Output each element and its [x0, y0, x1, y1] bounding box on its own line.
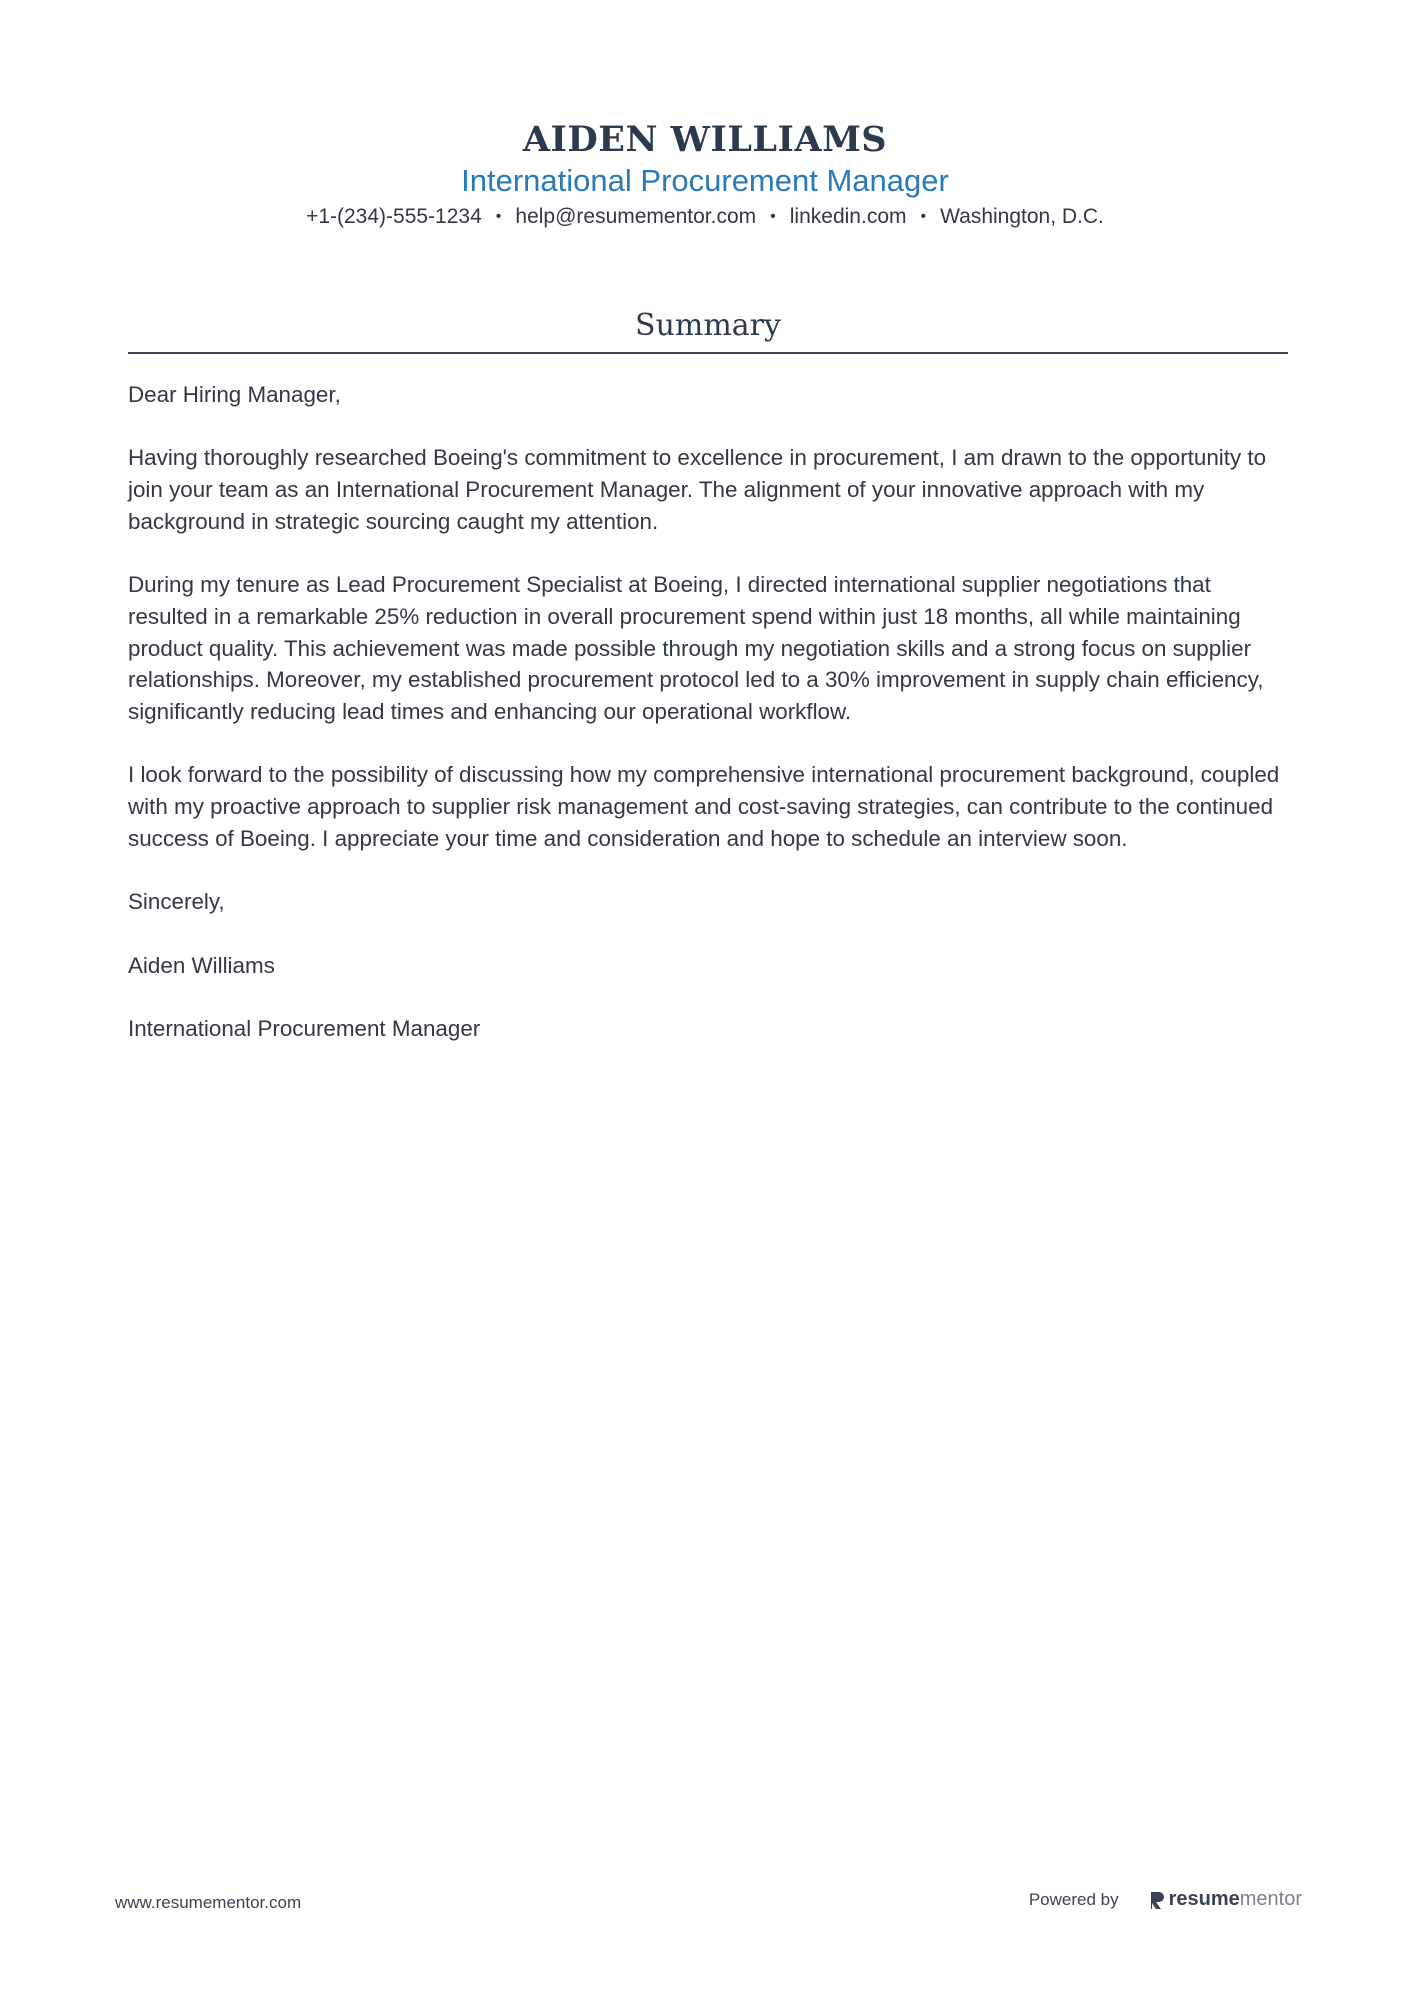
brand-name-strong: resume: [1168, 1888, 1240, 1910]
separator-dot: •: [770, 208, 776, 225]
contact-email[interactable]: help@resumementor.com: [515, 205, 757, 228]
contact-location: Washington, D.C.: [940, 205, 1104, 228]
contact-phone: +1-(234)-555-1234: [306, 205, 482, 228]
letter-body: [128, 379, 1290, 1076]
separator-dot: •: [920, 208, 927, 225]
applicant-role: International Procurement Manager: [461, 163, 949, 198]
signature-name: Aiden Williams: [128, 952, 275, 978]
brand-name-light: mentor: [1239, 1888, 1302, 1910]
contact-line: [0, 202, 1410, 232]
footer-branding: [1029, 1888, 1302, 1911]
resumementor-logo-icon: [1149, 1890, 1165, 1910]
powered-by-label: Powered by: [1028, 1889, 1119, 1909]
letter-greeting: Dear Hiring Manager,: [128, 382, 341, 407]
separator-dot: •: [495, 208, 502, 225]
letter-paragraph: Having thoroughly researched Boeing's commitment to excellence in procurement, I am drawn to the opportunity to join your team as an International Procurement Manager. The alignment of your innovative approach with my background in strategic sourcing caught my attention.: [128, 445, 1267, 534]
applicant-name: AIDEN WILLIAMS: [522, 119, 888, 160]
letter-closing: Sincerely,: [128, 889, 225, 915]
letter-paragraph: I look forward to the possibility of discussing how my comprehensive international procurement background, coupled with my proactive approach to supplier risk management and cost-saving strategies, can contribute to the continued success of Boeing. I appreciate your time and consideration and hope to schedule an interview soon.: [128, 762, 1280, 851]
section-title: Summary: [635, 308, 781, 343]
footer-website[interactable]: www.resumementor.com: [115, 1893, 302, 1912]
section-divider: [128, 352, 1288, 354]
brand-logo[interactable]: [1149, 1888, 1302, 1911]
contact-linkedin[interactable]: linkedin.com: [789, 205, 907, 228]
letter-header: [0, 118, 1410, 232]
letter-paragraph: During my tenure as Lead Procurement Specialist at Boeing, I directed international supplier negotiations that resulted in a remarkable 25% reduction in overall procurement spend within just 18 months, all while maintaining product quality. This achievement was made possible through my negotiation skills and a strong focus on supplier relationships. Moreover, my established procurement protocol led to a 30% improvement in supply chain efficiency, significantly reducing lead times and enhancing our operational workflow.: [128, 572, 1264, 724]
signature-title: International Procurement Manager: [128, 1015, 481, 1041]
